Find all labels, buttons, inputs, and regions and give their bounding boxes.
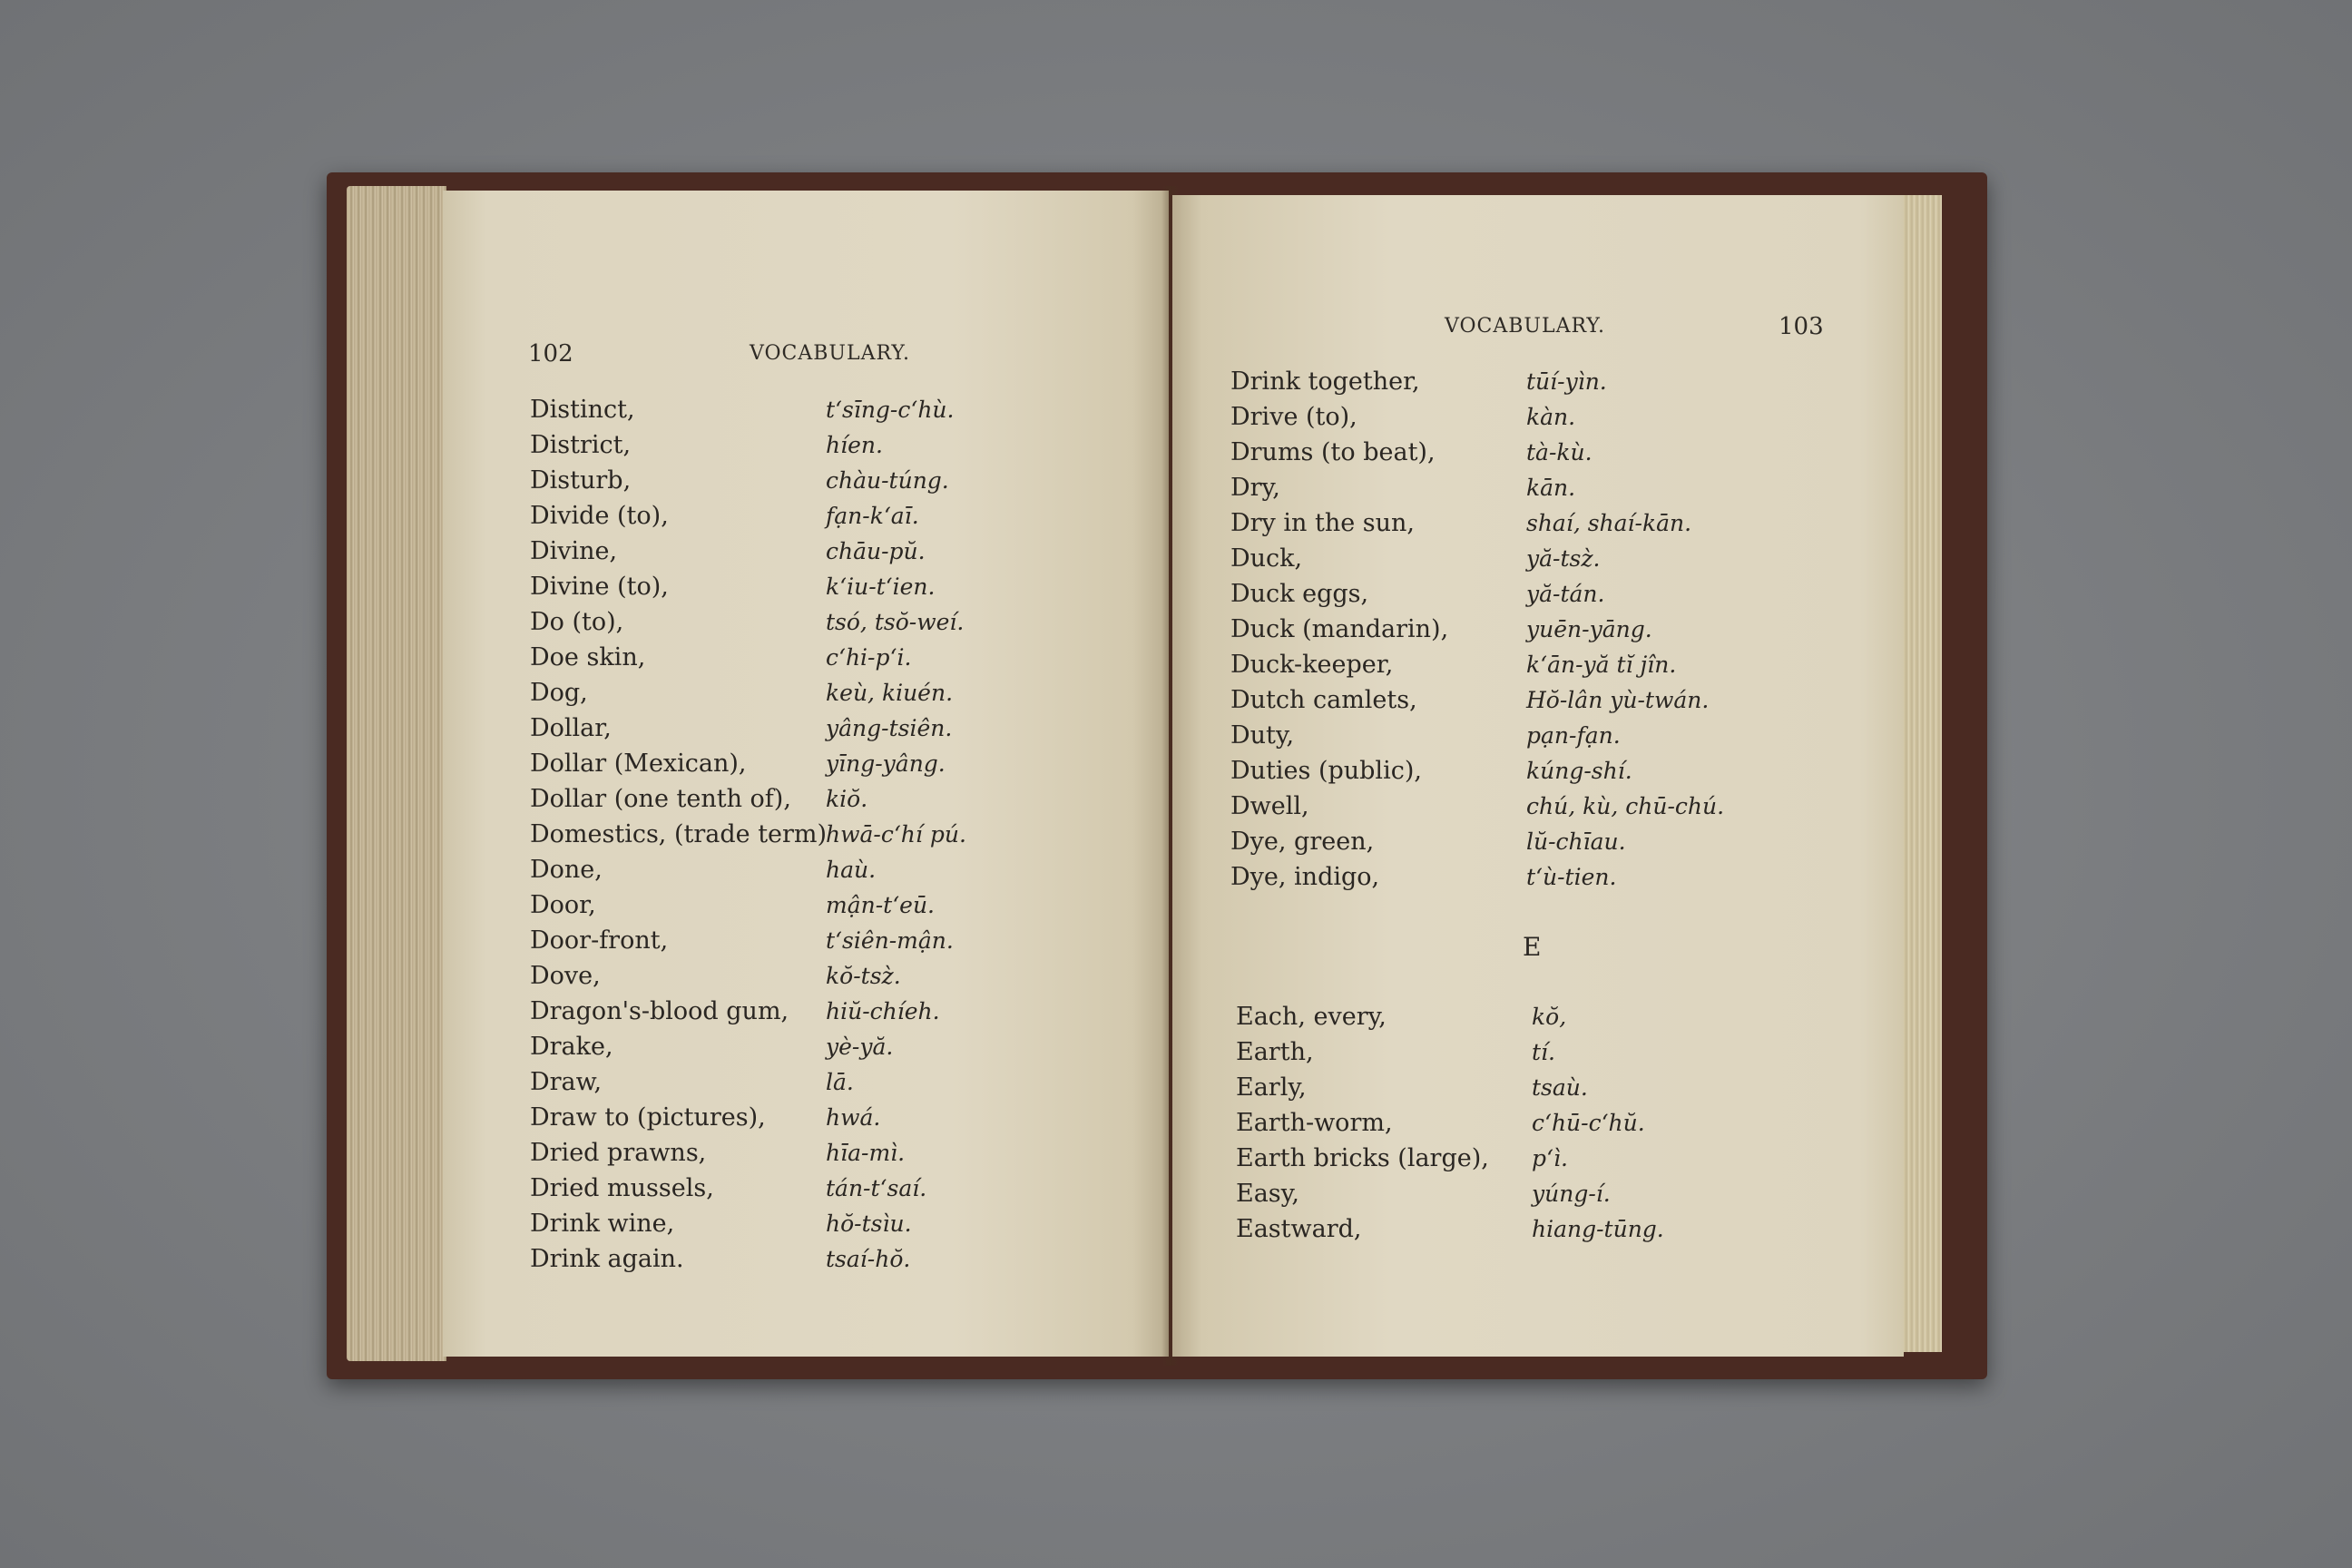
entry-term: Do (to), — [530, 608, 624, 636]
entry-term: Domestics, (trade term) — [530, 820, 828, 848]
entry-translation: kiŏ. — [826, 786, 868, 812]
entry-translation: tà-kù. — [1526, 439, 1592, 466]
entry-term: Dwell, — [1230, 792, 1309, 820]
entry-term: Dollar, — [530, 714, 612, 742]
running-head-left: VOCABULARY. — [750, 342, 911, 365]
entry-term: Duty, — [1230, 721, 1295, 750]
entry-translation: yă-tsz̀. — [1526, 545, 1601, 572]
entry-term: Disturb, — [530, 466, 632, 495]
entry-translation: hiŭ-chíeh. — [826, 998, 940, 1024]
entry-term: Done, — [530, 856, 603, 884]
entry-translation: Hŏ-lân yù-twán. — [1526, 687, 1710, 713]
entry-term: Dutch camlets, — [1230, 686, 1417, 714]
left-page — [443, 191, 1169, 1357]
entry-translation: yè-yă. — [826, 1034, 894, 1060]
entry-term: Doe skin, — [530, 643, 646, 671]
entry-term: Earth-worm, — [1236, 1109, 1393, 1137]
entry-term: Earth bricks (large), — [1236, 1144, 1489, 1172]
entry-translation: yīng-yâng. — [826, 750, 946, 777]
entry-term: Each, every, — [1236, 1003, 1387, 1031]
entry-translation: lŭ-chīau. — [1526, 828, 1626, 855]
entry-term: Door, — [530, 891, 596, 919]
entry-translation: tán-t‘saí. — [826, 1175, 927, 1201]
entry-term: Duties (public), — [1230, 757, 1422, 785]
entry-translation: lā. — [826, 1069, 854, 1095]
entry-translation: keù, kiuén. — [826, 680, 954, 706]
entry-term: Divine (to), — [530, 573, 669, 601]
entry-term: Dry in the sun, — [1230, 509, 1416, 537]
entry-translation: tsó, tsŏ-weí. — [826, 609, 965, 635]
entry-term: Divide (to), — [530, 502, 669, 530]
entry-translation: hīa-mì. — [826, 1140, 906, 1166]
entry-term: Drums (to beat), — [1230, 438, 1436, 466]
entry-term: Distinct, — [530, 396, 635, 424]
entry-translation: t‘ù-tien. — [1526, 864, 1617, 890]
entry-translation: chú, kù, chū-chú. — [1526, 793, 1725, 819]
entry-translation: pạn-fạn. — [1526, 722, 1621, 749]
entry-term: Draw, — [530, 1068, 603, 1096]
entry-term: Dollar (Mexican), — [530, 750, 747, 778]
entry-term: Easy, — [1236, 1180, 1299, 1208]
entry-translation: kàn. — [1526, 404, 1576, 430]
entry-translation: chāu-pŭ. — [826, 538, 926, 564]
entry-translation: t‘siên-mận. — [826, 927, 954, 954]
entry-term: Drive (to), — [1230, 403, 1357, 431]
page-number-right: 103 — [1779, 313, 1824, 340]
entry-translation: t‘sīng-c‘hù. — [826, 397, 955, 423]
entry-term: Drink together, — [1230, 368, 1420, 396]
running-head-right: VOCABULARY. — [1445, 315, 1606, 338]
entry-term: Duck eggs, — [1230, 580, 1369, 608]
entry-translation: yă-tán. — [1526, 581, 1605, 607]
entry-translation: c‘hū-c‘hŭ. — [1532, 1110, 1645, 1136]
entry-term: Earth, — [1236, 1038, 1314, 1066]
entry-translation: yuēn-yāng. — [1526, 616, 1652, 642]
entry-translation: k‘ān-yă tĭ jîn. — [1526, 652, 1677, 678]
entry-translation: fạn-k‘aī. — [826, 503, 919, 529]
entry-translation: kŏ-tsz̀. — [826, 963, 901, 989]
entry-translation: haù. — [826, 857, 877, 883]
entry-term: Dove, — [530, 962, 601, 990]
entry-translation: tí. — [1532, 1039, 1555, 1065]
entry-translation: c‘hi-p‘i. — [826, 644, 912, 671]
entry-term: Dried prawns, — [530, 1139, 707, 1167]
entry-term: Dried mussels, — [530, 1174, 714, 1202]
entry-translation: chàu-túng. — [826, 467, 949, 494]
entry-translation: yâng-tsiên. — [826, 715, 953, 741]
entry-term: Eastward, — [1236, 1215, 1362, 1243]
entry-translation: hiang-tūng. — [1532, 1216, 1664, 1242]
entry-term: Divine, — [530, 537, 618, 565]
entry-term: District, — [530, 431, 632, 459]
entry-term: Duck, — [1230, 544, 1303, 573]
entry-translation: kān. — [1526, 475, 1576, 501]
entry-term: Duck-keeper, — [1230, 651, 1394, 679]
entry-term: Drink again. — [530, 1245, 684, 1273]
page-edges-left — [347, 186, 446, 1361]
entry-translation: k‘iu-t‘ien. — [826, 573, 936, 600]
entry-term: Dollar (one tenth of), — [530, 785, 791, 813]
entry-translation: p‘ì. — [1532, 1145, 1568, 1171]
entry-term: Dye, indigo, — [1230, 863, 1380, 891]
entry-translation: kúng-shí. — [1526, 758, 1632, 784]
entry-translation: tsaí-hŏ. — [826, 1246, 911, 1272]
entry-translation: hŏ-tsìu. — [826, 1210, 912, 1237]
entry-term: Drake, — [530, 1033, 613, 1061]
entry-term: Dog, — [530, 679, 588, 707]
entry-term: Dry, — [1230, 474, 1280, 502]
entry-translation: hwā-c‘hí pú. — [826, 821, 966, 848]
entry-translation: mận-t‘eū. — [826, 892, 935, 918]
entry-translation: tūí-yìn. — [1526, 368, 1607, 395]
entry-translation: shaí, shaí-kān. — [1526, 510, 1692, 536]
entry-term: Drink wine, — [530, 1210, 675, 1238]
entry-translation: yúng-í. — [1532, 1181, 1611, 1207]
page-edges-right — [1898, 195, 1942, 1352]
entry-translation: híen. — [826, 432, 883, 458]
entry-translation: kŏ, — [1532, 1004, 1567, 1030]
entry-translation: hwá. — [826, 1104, 881, 1131]
entry-term: Duck (mandarin), — [1230, 615, 1449, 643]
entry-term: Dye, green, — [1230, 828, 1375, 856]
entry-term: Dragon's-blood gum, — [530, 997, 789, 1025]
section-letter: E — [1523, 932, 1542, 962]
entry-term: Early, — [1236, 1073, 1307, 1102]
entry-term: Door-front, — [530, 926, 669, 955]
entry-translation: tsaù. — [1532, 1074, 1588, 1101]
page-number-left: 102 — [528, 340, 573, 368]
right-page — [1172, 195, 1904, 1357]
entry-term: Draw to (pictures), — [530, 1103, 766, 1132]
